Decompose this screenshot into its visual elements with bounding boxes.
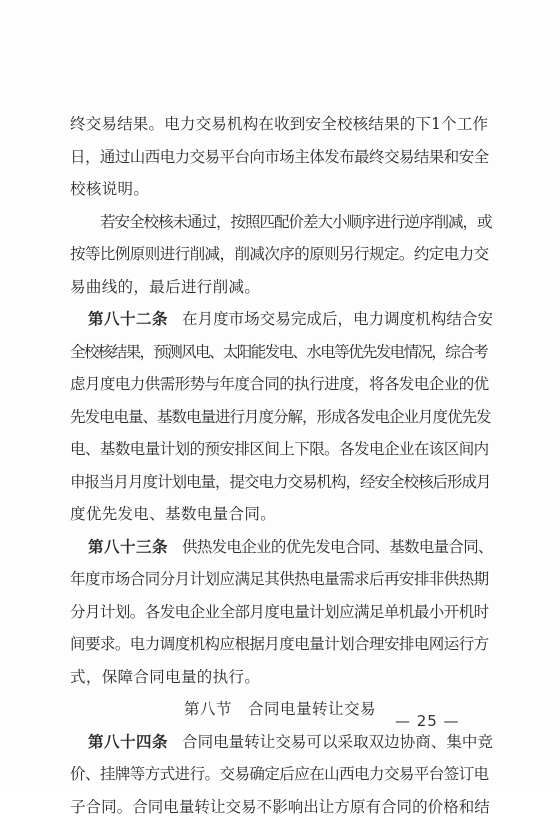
paragraph-line: 校核说明。 [70,180,150,198]
paragraph-line: 终交易结果。电力交易机构在收到安全校核结果的下1个工作 [70,115,489,133]
paragraph-line: 申报当月月度计划电量，提交电力交易机构，经安全校核后形成月 [70,473,491,491]
paragraph-line: 子合同。合同电量转让交易不影响出让方原有合同的价格和结 [70,798,490,816]
paragraph-line: 年度市场合同分月计划应满足其供热电量需求后再安排非供热期 [70,570,489,588]
paragraph-line: 价、挂牌等方式进行。交易确定后应在山西电力交易平台签订电 [70,765,489,783]
article-82 [88,309,492,329]
article-84-label: 第八十四条 [88,733,169,751]
paragraph-line: 电、基数电量计划的预安排区间上下限。各发电企业在该区间内 [70,440,489,458]
paragraph-line: 若安全校核未通过，按照匹配价差大小顺序进行逆序削减，或 [100,213,492,231]
section-heading [0,699,560,719]
paragraph-line: 分月计划。各发电企业全部月度电量计划应满足单机最小开机时 [70,603,489,621]
section-number: 第八节 [183,700,232,718]
article-83-text: 供热发电企业的优先发电合同、基数电量合同、 [182,538,493,556]
section-title: 合同电量转让交易 [248,700,377,718]
article-83 [88,537,492,557]
article-82-text: 在月度市场交易完成后，电力调度机构结合安 [182,310,494,328]
paragraph-line: 易曲线的，最后进行削减。 [70,278,261,296]
article-84 [88,732,492,752]
article-83-label: 第八十三条 [88,538,169,556]
paragraph-line: 间要求。电力调度机构应根据月度电量计划合理安排电网运行方 [70,635,489,653]
paragraph-line: 度优先发电、基数电量合同。 [70,505,277,523]
page-number: — 25 — [395,712,460,730]
paragraph-line: 日，通过山西电力交易平台向市场主体发布最终交易结果和安全 [70,148,489,166]
paragraph-line: 按等比例原则进行削减，削减次序的原则另行规定。约定电力交 [70,245,489,263]
article-82-label: 第八十二条 [88,310,169,328]
paragraph-line: 式，保障合同电量的执行。 [70,668,261,686]
paragraph-line: 全校核结果，预测风电、太阳能发电、水电等优先发电情况，综合考 [70,343,488,361]
paragraph-line: 先发电电量、基数电量进行月度分解，形成各发电企业月度优先发 [70,408,491,426]
paragraph-line: 虑月度电力供需形势与年度合同的执行进度，将各发电企业的优 [70,375,489,393]
article-84-text: 合同电量转让交易可以采取双边协商、集中竞 [182,733,494,751]
